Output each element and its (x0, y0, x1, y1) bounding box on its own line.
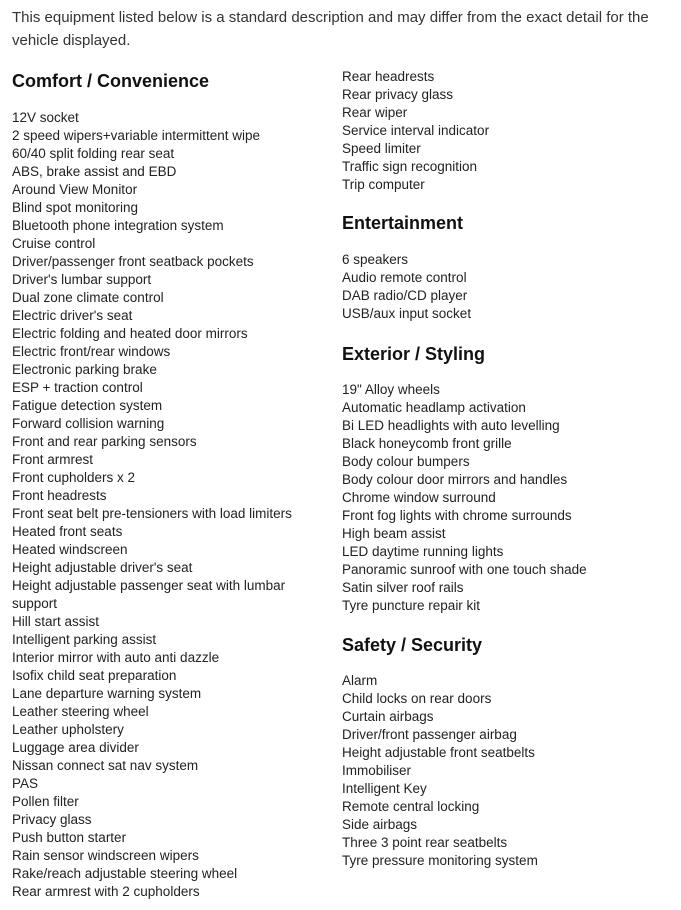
list-item: Electric folding and heated door mirrors (12, 326, 248, 341)
list-item: Leather steering wheel (12, 704, 149, 719)
list-item: Service interval indicator (342, 123, 490, 138)
disclaimer-text: This equipment listed below is a standard description and may differ from the exact detail for the vehicle displayed. (12, 9, 649, 49)
list-item: Intelligent parking assist (12, 632, 157, 647)
list-item: Forward collision warning (12, 416, 165, 431)
list-item: Chrome window surround (342, 490, 496, 505)
comfort-list-continued (342, 68, 672, 194)
section-title-exterior: Exterior / Styling (342, 344, 486, 364)
list-item: 6 speakers (342, 252, 409, 267)
list-item: Intelligent Key (342, 781, 427, 796)
list-item: USB/aux input socket (342, 306, 472, 321)
list-item: Remote central locking (342, 799, 480, 814)
list-item: Luggage area divider (12, 740, 139, 755)
list-item: PAS (12, 776, 39, 791)
list-item: Alarm (342, 673, 378, 688)
list-item: Interior mirror with auto anti dazzle (12, 650, 220, 665)
list-item: Trip computer (342, 177, 425, 192)
list-item: Push button starter (12, 830, 127, 845)
list-item: Leather upholstery (12, 722, 124, 737)
list-item: Rake/reach adjustable steering wheel (12, 866, 238, 881)
list-item: Traffic sign recognition (342, 159, 478, 174)
list-item: Three 3 point rear seatbelts (342, 835, 508, 850)
list-item: Cruise control (12, 236, 96, 251)
list-item: Satin silver roof rails (342, 580, 464, 595)
list-item: Front and rear parking sensors (12, 434, 197, 449)
list-item: Body colour bumpers (342, 454, 470, 469)
list-item: Immobiliser (342, 763, 412, 778)
list-item: Automatic headlamp activation (342, 400, 526, 415)
list-item: Electronic parking brake (12, 362, 157, 377)
list-item: Heated windscreen (12, 542, 128, 557)
list-item: Side airbags (342, 817, 418, 832)
list-item: Front fog lights with chrome surrounds (342, 508, 572, 523)
list-item: 19" Alloy wheels (342, 382, 440, 397)
exterior-list (342, 381, 672, 615)
list-item: Driver/passenger front seatback pockets (12, 254, 254, 269)
comfort-list (12, 109, 312, 901)
list-item: Child locks on rear doors (342, 691, 492, 706)
list-item: ESP + traction control (12, 380, 143, 395)
list-item: Audio remote control (342, 270, 467, 285)
list-item: Around View Monitor (12, 182, 138, 197)
list-item: Rear headrests (342, 69, 435, 84)
list-item: Curtain airbags (342, 709, 434, 724)
list-item: 12V socket (12, 110, 79, 125)
list-item: Driver's lumbar support (12, 272, 152, 287)
list-item: Fatigue detection system (12, 398, 163, 413)
entertainment-list (342, 251, 672, 323)
list-item: High beam assist (342, 526, 446, 541)
list-item: Front cupholders x 2 (12, 470, 136, 485)
list-item: LED daytime running lights (342, 544, 504, 559)
safety-list (342, 672, 672, 870)
list-item: Tyre pressure monitoring system (342, 853, 538, 868)
list-item: Bluetooth phone integration system (12, 218, 224, 233)
list-item: Height adjustable driver's seat (12, 560, 193, 575)
list-item: Electric driver's seat (12, 308, 133, 323)
list-item: Rear privacy glass (342, 87, 454, 102)
list-item: Front armrest (12, 452, 94, 467)
section-title-entertainment: Entertainment (342, 213, 464, 233)
section-title-safety: Safety / Security (342, 635, 483, 655)
list-item: Rain sensor windscreen wipers (12, 848, 199, 863)
list-item: DAB radio/CD player (342, 288, 468, 303)
list-item: Pollen filter (12, 794, 79, 809)
list-item: Isofix child seat preparation (12, 668, 177, 683)
list-item: Driver/front passenger airbag (342, 727, 517, 742)
list-item: Black honeycomb front grille (342, 436, 512, 451)
list-item: Height adjustable passenger seat with lumbar support (12, 578, 286, 611)
list-item: Tyre puncture repair kit (342, 598, 481, 613)
list-item: Front headrests (12, 488, 107, 503)
list-item: Rear armrest with 2 cupholders (12, 884, 200, 899)
list-item: Heated front seats (12, 524, 123, 539)
list-item: Electric front/rear windows (12, 344, 171, 359)
section-title-comfort: Comfort / Convenience (12, 71, 210, 91)
list-item: Speed limiter (342, 141, 421, 156)
list-item: Panoramic sunroof with one touch shade (342, 562, 587, 577)
list-item: Body colour door mirrors and handles (342, 472, 568, 487)
list-item: Height adjustable front seatbelts (342, 745, 535, 760)
list-item: Nissan connect sat nav system (12, 758, 199, 773)
list-item: Rear wiper (342, 105, 408, 120)
list-item: Dual zone climate control (12, 290, 164, 305)
list-item: ABS, brake assist and EBD (12, 164, 177, 179)
list-item: 2 speed wipers+variable intermittent wipe (12, 128, 261, 143)
list-item: Bi LED headlights with auto levelling (342, 418, 560, 433)
list-item: Blind spot monitoring (12, 200, 139, 215)
list-item: Privacy glass (12, 812, 92, 827)
list-item: Lane departure warning system (12, 686, 202, 701)
list-item: Hill start assist (12, 614, 100, 629)
list-item: Front seat belt pre-tensioners with load limiters (12, 506, 292, 521)
list-item: 60/40 split folding rear seat (12, 146, 175, 161)
